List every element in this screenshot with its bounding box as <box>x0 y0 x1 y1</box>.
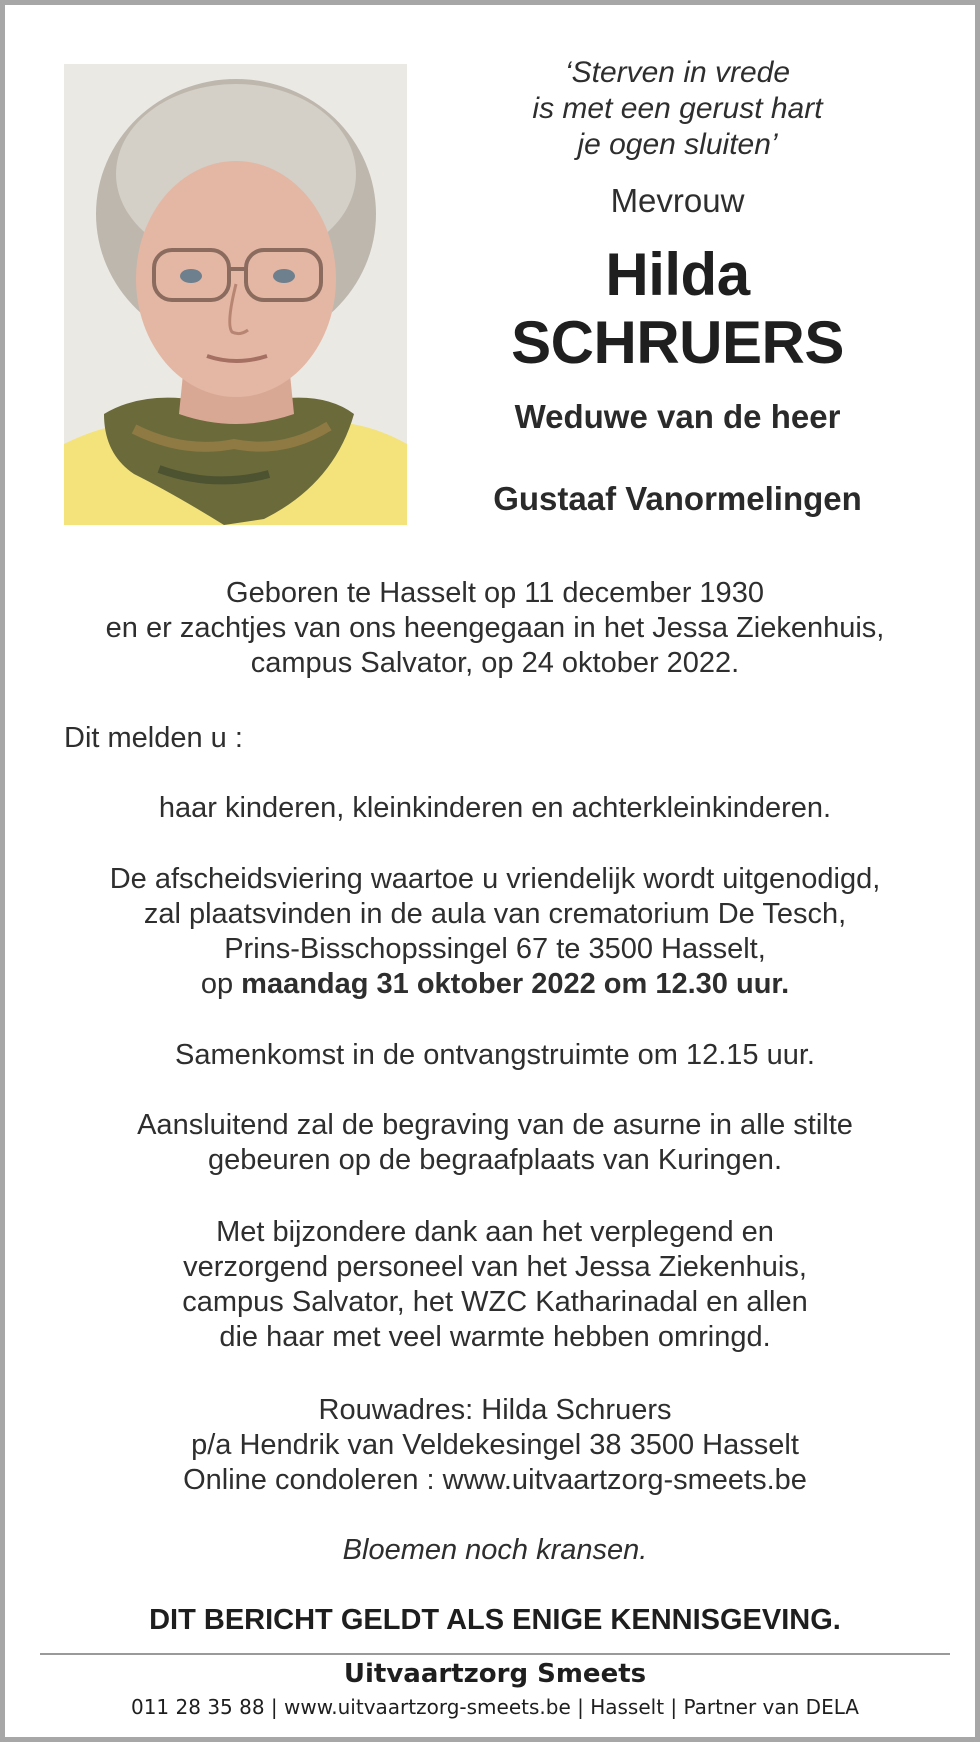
gathering-text <box>60 1038 930 1073</box>
text-line: Samenkomst in de ontvangstruimte om 12.15 uur. <box>175 1039 815 1071</box>
text-line: zal plaatsvinden in de aula van crematorium De Tesch, <box>143 898 847 930</box>
thanks-text <box>60 1215 930 1355</box>
text-line: Geboren te Hasselt op 11 december 1930 <box>226 577 764 609</box>
deceased-name: Hilda SCHRUERS <box>511 241 844 376</box>
text-line: die haar met veel warmte hebben omringd. <box>219 1321 771 1353</box>
text-line: Dit melden u : <box>64 722 243 754</box>
announced-by-label <box>64 721 934 756</box>
text-line: Aansluitend zal de begraving van de asurne in alle stilte <box>137 1109 853 1141</box>
spouse-name: Gustaaf Vanormelingen <box>493 480 862 517</box>
text-line: en er zachtjes van ons heengegaan in het Jessa Ziekenhuis, <box>105 612 885 644</box>
text-line: De afscheidsviering waartoe u vriendelijk wordt uitgenodigd, <box>109 863 881 895</box>
quote <box>435 55 920 163</box>
company-name: Uitvaartzorg Smeets <box>343 1659 647 1689</box>
text-line: campus Salvator, het WZC Katharinadal en allen <box>182 1286 808 1318</box>
text-line: verzorgend personeel van het Jessa Ziekenhuis, <box>183 1251 807 1283</box>
flowers-text <box>60 1533 930 1568</box>
burial-text <box>60 1108 930 1178</box>
widow-of-label: Weduwe van de heer <box>514 398 841 435</box>
ceremony-date: maandag 31 oktober 2022 om 12.30 uur. <box>241 968 790 1000</box>
footer-divider <box>40 1653 950 1655</box>
company-contact-info: 011 28 35 88 | www.uitvaartzorg-smeets.be | Hasselt | Partner van DELA <box>130 1695 859 1719</box>
text-line: p/a Hendrik van Veldekesingel 38 3500 Hasselt <box>191 1429 799 1461</box>
portrait-photo <box>64 64 407 525</box>
notice-text: DIT BERICHT GELDT ALS ENIGE KENNISGEVING. <box>149 1604 841 1636</box>
quote-line: je ogen sluiten’ <box>577 128 778 161</box>
address-text <box>60 1393 930 1498</box>
header-block <box>435 55 920 519</box>
text-line: Online condoleren : www.uitvaartzorg-smeets.be <box>183 1464 807 1496</box>
ceremony-text <box>60 862 930 1002</box>
family-text <box>60 791 930 826</box>
text-line: gebeuren op de begraafplaats van Kuringen. <box>208 1144 782 1176</box>
text-line: Prins-Bisschopssingel 67 te 3500 Hasselt, <box>224 933 766 965</box>
quote-line: ‘Sterven in vrede <box>564 56 791 89</box>
quote-line: is met een gerust hart <box>532 92 823 125</box>
birth-death-text <box>60 576 930 681</box>
text-line: campus Salvator, op 24 oktober 2022. <box>250 647 740 679</box>
text-line: Bloemen noch kransen. <box>342 1534 648 1566</box>
salutation: Mevrouw <box>610 182 745 219</box>
date-prefix: op <box>200 968 234 1000</box>
text-line: Rouwadres: Hilda Schruers <box>318 1394 672 1426</box>
ceremony-date-line <box>60 967 930 1002</box>
text-line: haar kinderen, kleinkinderen en achterkleinkinderen. <box>158 792 832 824</box>
text-line: Met bijzondere dank aan het verplegend en <box>216 1216 774 1248</box>
